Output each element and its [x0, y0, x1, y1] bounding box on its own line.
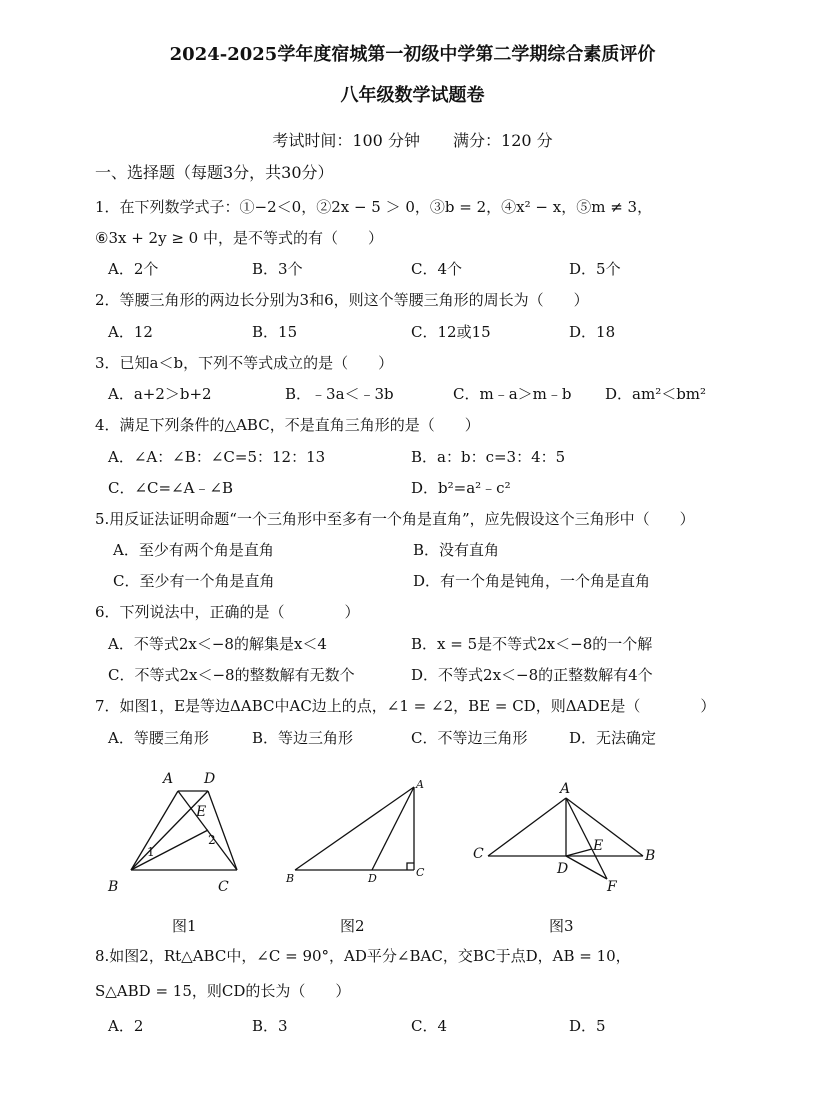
q5-option-b: B．没有直角: [413, 541, 500, 559]
q6-option-b: B．x = 5是不等式2x＜−8的一个解: [411, 635, 653, 653]
figure-3-caption: 图3: [549, 917, 574, 935]
q6-option-d: D．不等式2x＜−8的正整数解有4个: [411, 666, 653, 684]
fig2-label-b: B: [286, 872, 295, 885]
exam-title: 2024-2025学年度宿城第一初级中学第二学期综合素质评价: [169, 44, 656, 65]
exam-score: 满分：120 分: [453, 131, 553, 150]
q7-option-c: C．不等边三角形: [411, 729, 528, 747]
question-8-stem-cont: S△ABD = 15，则CD的长为（ ）: [95, 982, 351, 1000]
question-1-stem-cont: ⑥3x + 2y ≥ 0 中，是不等式的有（ ）: [95, 229, 383, 247]
exam-meta: [0, 131, 825, 151]
fig1-label-c: C: [218, 879, 229, 895]
fig1-label-e: E: [196, 804, 207, 820]
fig1-label-angle1: 1: [147, 845, 155, 859]
q1-option-a: A．2个: [108, 260, 159, 278]
fig1-label-d: D: [204, 771, 216, 787]
q7-option-b: B．等边三角形: [252, 729, 354, 747]
question-7-stem: 7．如图1，E是等边ΔABC中AC边上的点，∠1 = ∠2，BE = CD，则ΔADE是（ ）: [95, 697, 716, 715]
question-5-stem: 5.用反证法证明命题“一个三角形中至多有一个角是直角”，应先假设这个三角形中（ ）: [95, 510, 695, 528]
exam-subtitle: 八年级数学试题卷: [340, 85, 485, 106]
fig3-label-d: D: [557, 861, 569, 877]
q5-option-c: C．至少有一个角是直角: [113, 572, 275, 590]
q2-option-b: B．15: [252, 323, 298, 341]
q7-option-d: D．无法确定: [569, 729, 657, 747]
q1-option-c: C．4个: [411, 260, 463, 278]
fig3-label-c: C: [473, 846, 484, 862]
q2-option-a: A．12: [108, 323, 153, 341]
fig3-label-f: F: [607, 879, 617, 895]
figures-area: [0, 760, 825, 960]
q4-option-d: D．b²=a²﹣c²: [411, 479, 511, 497]
q5-option-d: D．有一个角是钝角，一个角是直角: [413, 572, 651, 590]
q5-option-a: A．至少有两个角是直角: [113, 541, 274, 559]
fig2-label-c: C: [416, 866, 425, 879]
q8-option-d: D．5: [569, 1017, 606, 1035]
question-6-stem: 6．下列说法中，正确的是（ ）: [95, 603, 360, 621]
question-3-stem: 3．已知a＜b，下列不等式成立的是（ ）: [95, 354, 394, 372]
fig1-label-angle2: 2: [208, 833, 216, 847]
q8-option-a: A．2: [108, 1017, 144, 1035]
q1-option-d: D．5个: [569, 260, 621, 278]
fig2-label-a: A: [416, 778, 424, 791]
question-8-stem: 8.如图2，Rt△ABC中，∠C = 90°，AD平分∠BAC，交BC于点D，AB = 10，: [95, 947, 631, 965]
question-1-stem: 1．在下列数学式子：①−2＜0，②2x − 5 ＞ 0，③b = 2，④x² − x，⑤m ≠ 3，: [95, 198, 653, 216]
q4-option-a: A．∠A：∠B：∠C=5：12：13: [108, 448, 326, 466]
section-heading: 一、选择题（每题3分，共30分）: [95, 163, 334, 182]
q3-option-c: C．m﹣a＞m﹣b: [453, 385, 572, 403]
q4-option-b: B．a：b：c=3：4：5: [411, 448, 566, 466]
figure-2-caption: 图2: [340, 917, 365, 935]
figure-1-caption: 图1: [172, 917, 197, 935]
q3-option-d: D．am²＜bm²: [605, 385, 707, 403]
fig1-label-a: A: [163, 771, 174, 787]
q6-option-c: C．不等式2x＜−8的整数解有无数个: [108, 666, 355, 684]
q2-option-d: D．18: [569, 323, 616, 341]
q2-option-c: C．12或15: [411, 323, 491, 341]
q1-option-b: B．3个: [252, 260, 303, 278]
fig1-label-b: B: [108, 879, 119, 895]
question-4-stem: 4．满足下列条件的△ABC，不是直角三角形的是（ ）: [95, 416, 480, 434]
question-2-stem: 2．等腰三角形的两边长分别为3和6，则这个等腰三角形的周长为（ ）: [95, 291, 589, 309]
fig3-label-e: E: [593, 838, 604, 854]
figure-2-diagram: [295, 787, 414, 870]
q3-option-b: B．﹣3a＜﹣3b: [285, 385, 394, 403]
q4-option-c: C．∠C=∠A﹣∠B: [108, 479, 234, 497]
fig3-label-b: B: [645, 848, 656, 864]
fig2-label-d: D: [368, 872, 377, 885]
q8-option-b: B．3: [252, 1017, 288, 1035]
exam-time: 考试时间：100 分钟: [272, 131, 420, 150]
q3-option-a: A．a+2＞b+2: [108, 385, 212, 403]
q7-option-a: A．等腰三角形: [108, 729, 209, 747]
q8-option-c: C．4: [411, 1017, 448, 1035]
q6-option-a: A．不等式2x＜−8的解集是x＜4: [108, 635, 327, 653]
fig3-label-a: A: [560, 781, 571, 797]
